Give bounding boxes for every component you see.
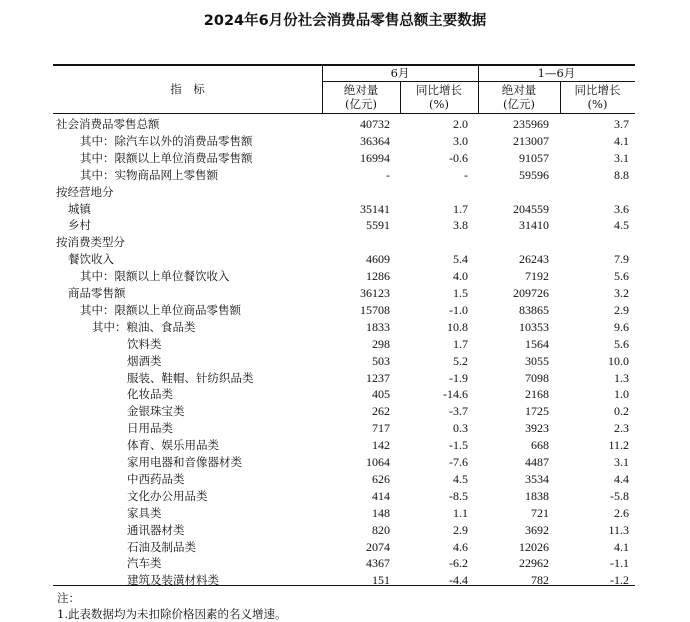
row-ytd-yoy: 3.1 [614, 455, 629, 469]
row-june-yoy: -0.6 [449, 151, 468, 165]
row-ytd-yoy: 5.6 [614, 337, 629, 351]
row-ytd-abs: 3534 [525, 472, 549, 486]
row-label: 按经营地分 [56, 185, 114, 199]
row-ytd-yoy: 10.0 [608, 354, 629, 368]
header-abs-line2: (亿元) [503, 97, 535, 111]
header-yoy-line1: 同比增长 [416, 83, 462, 97]
row-june-abs: 35141 [360, 202, 390, 216]
row-ytd-abs: 3055 [525, 354, 549, 368]
row-june-yoy: 2.0 [453, 117, 468, 131]
row-june-yoy: 5.4 [453, 252, 468, 266]
row-label: 中西药品类 [127, 472, 185, 486]
row-ytd-yoy: 4.1 [614, 540, 629, 554]
row-label: 石油及制品类 [127, 540, 196, 554]
row-june-yoy: -1.9 [449, 371, 468, 385]
row-ytd-abs: 10353 [519, 320, 549, 334]
header-ytd-yoy [560, 83, 635, 111]
row-ytd-yoy: 5.6 [614, 269, 629, 283]
row-june-abs: 4609 [366, 252, 390, 266]
row-ytd-yoy: -5.8 [610, 489, 629, 503]
header-ytd: 1—6月 [537, 66, 576, 80]
row-june-yoy: 0.3 [453, 421, 468, 435]
row-label: 其中：限额以上单位商品零售额 [80, 303, 241, 317]
row-ytd-yoy: 1.3 [614, 371, 629, 385]
row-june-abs: 1286 [366, 269, 390, 283]
header-yoy-line2: (%) [429, 97, 449, 111]
row-june-yoy: 5.2 [453, 354, 468, 368]
row-june-yoy: -6.2 [449, 556, 468, 570]
row-ytd-abs: 31410 [519, 218, 549, 232]
row-label: 其中：粮油、食品类 [92, 320, 196, 334]
row-june-abs: 820 [372, 523, 390, 537]
row-june-yoy: -7.6 [449, 455, 468, 469]
row-ytd-yoy: 7.9 [614, 252, 629, 266]
row-june-abs: 36364 [360, 134, 390, 148]
period-underline [322, 81, 635, 82]
row-ytd-yoy: 3.6 [614, 202, 629, 216]
header-abs-line2: (亿元) [345, 97, 377, 111]
header-yoy-line1: 同比增长 [574, 83, 621, 97]
row-june-abs: 16994 [360, 151, 390, 165]
notes-heading: 注： [57, 591, 80, 605]
row-june-abs: 151 [372, 573, 390, 587]
row-ytd-yoy: -1.2 [610, 573, 629, 587]
row-june-abs: 148 [372, 506, 390, 520]
row-ytd-abs: 235969 [513, 117, 549, 131]
row-label: 汽车类 [127, 556, 162, 570]
row-label: 饮料类 [127, 337, 162, 351]
notes-line-1: 1.此表数据均为未扣除价格因素的名义增速。 [57, 607, 287, 621]
row-june-abs: 36123 [360, 286, 390, 300]
row-ytd-yoy: 4.4 [614, 472, 629, 486]
row-june-abs: 4367 [366, 556, 390, 570]
row-june-yoy: 1.7 [453, 337, 468, 351]
row-label: 服装、鞋帽、针纺织品类 [127, 371, 254, 385]
row-ytd-abs: 1838 [525, 489, 549, 503]
row-june-yoy: -8.5 [449, 489, 468, 503]
row-june-abs: 1064 [366, 455, 390, 469]
row-ytd-yoy: 11.2 [608, 438, 629, 452]
row-june-yoy: - [464, 168, 468, 182]
row-ytd-abs: 782 [531, 573, 549, 587]
row-june-yoy: 1.1 [453, 506, 468, 520]
row-label: 餐饮收入 [68, 252, 114, 266]
row-ytd-abs: 721 [531, 506, 549, 520]
row-june-abs: 2074 [366, 540, 390, 554]
row-ytd-abs: 209726 [513, 286, 549, 300]
row-june-yoy: 10.8 [447, 320, 468, 334]
row-june-yoy: 1.5 [453, 286, 468, 300]
row-ytd-yoy: 8.8 [614, 168, 629, 182]
row-june-yoy: 4.6 [453, 540, 468, 554]
row-label: 烟酒类 [127, 354, 162, 368]
row-label: 体育、娱乐用品类 [127, 438, 219, 452]
row-ytd-yoy: 2.6 [614, 506, 629, 520]
row-label: 其中：限额以上单位消费品零售额 [80, 151, 253, 165]
row-label: 城镇 [68, 202, 91, 216]
row-ytd-abs: 7098 [525, 371, 549, 385]
header-indicator: 指 标 [170, 82, 205, 96]
row-ytd-abs: 3923 [525, 421, 549, 435]
row-label: 社会消费品零售总额 [56, 117, 160, 131]
row-ytd-abs: 59596 [519, 168, 549, 182]
row-ytd-abs: 1725 [525, 404, 549, 418]
header-abs-line1: 绝对量 [343, 83, 379, 97]
row-label: 家具类 [127, 506, 162, 520]
row-june-abs: 626 [372, 472, 390, 486]
row-ytd-abs: 204559 [513, 202, 549, 216]
row-ytd-abs: 3692 [525, 523, 549, 537]
row-june-abs: - [386, 168, 390, 182]
row-ytd-abs: 83865 [519, 303, 549, 317]
row-ytd-yoy: 3.1 [614, 151, 629, 165]
row-ytd-yoy: 11.3 [608, 523, 629, 537]
row-june-yoy: 2.9 [453, 523, 468, 537]
row-ytd-yoy: 0.2 [614, 404, 629, 418]
row-label: 化妆品类 [127, 387, 173, 401]
row-june-abs: 262 [372, 404, 390, 418]
row-ytd-abs: 7192 [525, 269, 549, 283]
row-label: 乡村 [68, 218, 91, 232]
row-june-abs: 5591 [366, 218, 390, 232]
header-yoy-line2: (%) [587, 97, 608, 111]
row-label: 其中：除汽车以外的消费品零售额 [80, 134, 253, 148]
row-ytd-abs: 4487 [525, 455, 549, 469]
row-june-abs: 15708 [360, 303, 390, 317]
row-june-abs: 717 [372, 421, 390, 435]
row-june-abs: 298 [372, 337, 390, 351]
row-ytd-abs: 91057 [519, 151, 549, 165]
header-june-yoy [400, 83, 478, 111]
row-ytd-abs: 12026 [519, 540, 549, 554]
row-june-abs: 503 [372, 354, 390, 368]
row-label: 按消费类型分 [56, 235, 125, 249]
row-june-yoy: 4.0 [453, 269, 468, 283]
row-ytd-yoy: 2.9 [614, 303, 629, 317]
row-ytd-yoy: 1.0 [614, 387, 629, 401]
row-june-yoy: -1.0 [449, 303, 468, 317]
row-june-abs: 414 [372, 489, 390, 503]
row-ytd-yoy: 4.5 [614, 218, 629, 232]
header-june: 6月 [390, 66, 410, 80]
row-june-yoy: -14.6 [443, 387, 468, 401]
row-ytd-yoy: 3.2 [614, 286, 629, 300]
row-june-abs: 40732 [360, 117, 390, 131]
row-label: 日用品类 [127, 421, 173, 435]
row-label: 建筑及装潢材料类 [127, 573, 219, 587]
row-label: 金银珠宝类 [127, 404, 185, 418]
row-label: 其中：限额以上单位餐饮收入 [80, 269, 230, 283]
row-june-abs: 1833 [366, 320, 390, 334]
row-june-yoy: 1.7 [453, 202, 468, 216]
header-ytd-abs [478, 83, 560, 111]
row-june-yoy: 3.8 [453, 218, 468, 232]
page-title: 2024年6月份社会消费品零售总额主要数据 [203, 13, 487, 29]
row-june-yoy: 4.5 [453, 472, 468, 486]
header-june-abs [322, 83, 400, 111]
row-label: 家用电器和音像器材类 [127, 455, 242, 469]
row-june-abs: 142 [372, 438, 390, 452]
row-ytd-yoy: 3.7 [614, 117, 629, 131]
row-label: 文化办公用品类 [127, 489, 208, 503]
row-ytd-yoy: 9.6 [614, 320, 629, 334]
header-abs-line1: 绝对量 [501, 83, 537, 97]
row-june-yoy: -3.7 [449, 404, 468, 418]
row-june-yoy: -1.5 [449, 438, 468, 452]
row-label: 商品零售额 [68, 286, 126, 300]
row-june-yoy: -4.4 [449, 573, 468, 587]
row-june-abs: 405 [372, 387, 390, 401]
row-ytd-abs: 213007 [513, 134, 549, 148]
row-ytd-abs: 26243 [519, 252, 549, 266]
row-ytd-abs: 1564 [525, 337, 549, 351]
row-ytd-yoy: 2.3 [614, 421, 629, 435]
row-ytd-yoy: -1.1 [610, 556, 629, 570]
row-label: 通讯器材类 [127, 523, 185, 537]
row-june-yoy: 3.0 [453, 134, 468, 148]
row-june-abs: 1237 [366, 371, 390, 385]
row-ytd-abs: 2168 [525, 387, 549, 401]
row-ytd-yoy: 4.1 [614, 134, 629, 148]
header-bottom-rule [53, 113, 635, 114]
row-ytd-abs: 668 [531, 438, 549, 452]
row-ytd-abs: 22962 [519, 556, 549, 570]
row-label: 其中：实物商品网上零售额 [80, 168, 218, 182]
